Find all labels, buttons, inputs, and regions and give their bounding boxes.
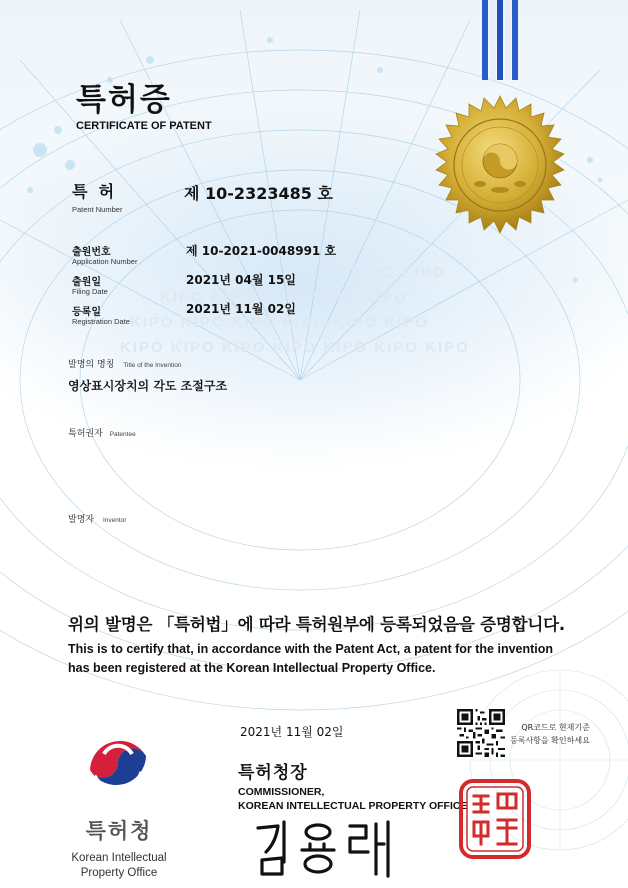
qr-note [510, 721, 590, 747]
office-name-en-line2: Property Office [80, 867, 158, 879]
ribbon-stripe [482, 0, 488, 80]
ribbon-stripe [497, 0, 503, 80]
office-name-en-line1: Korean Intellectual [71, 852, 167, 864]
filing-date-label-en: Filing Date [72, 287, 108, 296]
kipo-taegeuk-logo [80, 726, 156, 802]
commissioner-title-en-line1: COMMISSIONER, [238, 786, 325, 798]
kipo-watermark-row: KIPO KIPO KIPO KIPO KIPO KIPO [130, 314, 429, 331]
patentee-label-en: Patentee [109, 431, 136, 438]
invention-title-label-ko: 발명의 명칭 [68, 360, 115, 370]
issue-date: 2021년 11월 02일 [240, 725, 344, 739]
patent-number-label-en: Patent Number [72, 205, 123, 214]
qr-note-line1: QR코드로 현재기준 [521, 723, 590, 732]
certificate-subtitle: CERTIFICATE OF PATENT [76, 120, 212, 132]
invention-title-value: 영상표시장치의 각도 조절구조 [68, 379, 228, 393]
commissioner-title-ko: 특허청장 [238, 763, 308, 783]
office-name-en [50, 851, 188, 881]
ribbon-stripe [490, 0, 496, 80]
registration-date-value: 2021년 11월 02일 [186, 302, 296, 316]
application-number-value: 제 10-2021-0048991 호 [186, 244, 337, 258]
filing-date-value: 2021년 04월 15일 [186, 273, 296, 287]
patentee-label-ko: 특허권자 [68, 429, 103, 439]
inventor-label [68, 512, 126, 525]
certification-text-ko: 위의 발명은 「특허법」에 따라 특허원부에 등록되었음을 증명합니다. [68, 615, 565, 634]
commissioner-title-en-line2: KOREAN INTELLECTUAL PROPERTY OFFICE [238, 800, 468, 812]
kipo-watermark-row: KIPO KIPO KIPO [300, 264, 447, 281]
commissioner-signature [252, 818, 412, 880]
patentee-label [68, 426, 136, 439]
official-stamp [458, 778, 532, 860]
commissioner-title-en [238, 785, 467, 813]
patent-number-label: 특 허 [72, 182, 115, 201]
gold-seal-icon [420, 86, 580, 246]
application-number-label: 출원번호 [72, 247, 111, 258]
inventor-label-ko: 발명자 [68, 515, 95, 525]
registration-date-label-en: Registration Date [72, 317, 130, 326]
certification-text-en: This is to certify that, in accordance with the Patent Act, a patent for the invention has been registered at the Korean Intellectual Property Office. [68, 642, 554, 675]
patent-number-value: 제 10-2323485 호 [184, 184, 333, 203]
registration-date-label: 등록일 [72, 307, 101, 318]
ribbon-stripe [505, 0, 511, 80]
kipo-watermark-row: KIPO KIPO KIPO KIPO KIPO KIPO KIPO [120, 339, 470, 356]
office-name-ko: 특허청 [85, 819, 153, 843]
kipo-watermark-row: KIPO KIPO KIPO KIPO KIPO [160, 289, 409, 306]
qr-note-line2: 등록사항을 확인하세요 [510, 736, 590, 745]
invention-title-label [68, 357, 182, 370]
invention-title-label-en: Title of the Invention [123, 362, 182, 369]
filing-date-label: 출원일 [72, 277, 101, 288]
certificate-title: 특허증 [76, 82, 172, 118]
inventor-label-en: Inventor [102, 517, 127, 524]
ribbon-stripe [512, 0, 518, 80]
qr-code[interactable] [457, 709, 505, 757]
application-number-label-en: Application Number [72, 257, 138, 266]
